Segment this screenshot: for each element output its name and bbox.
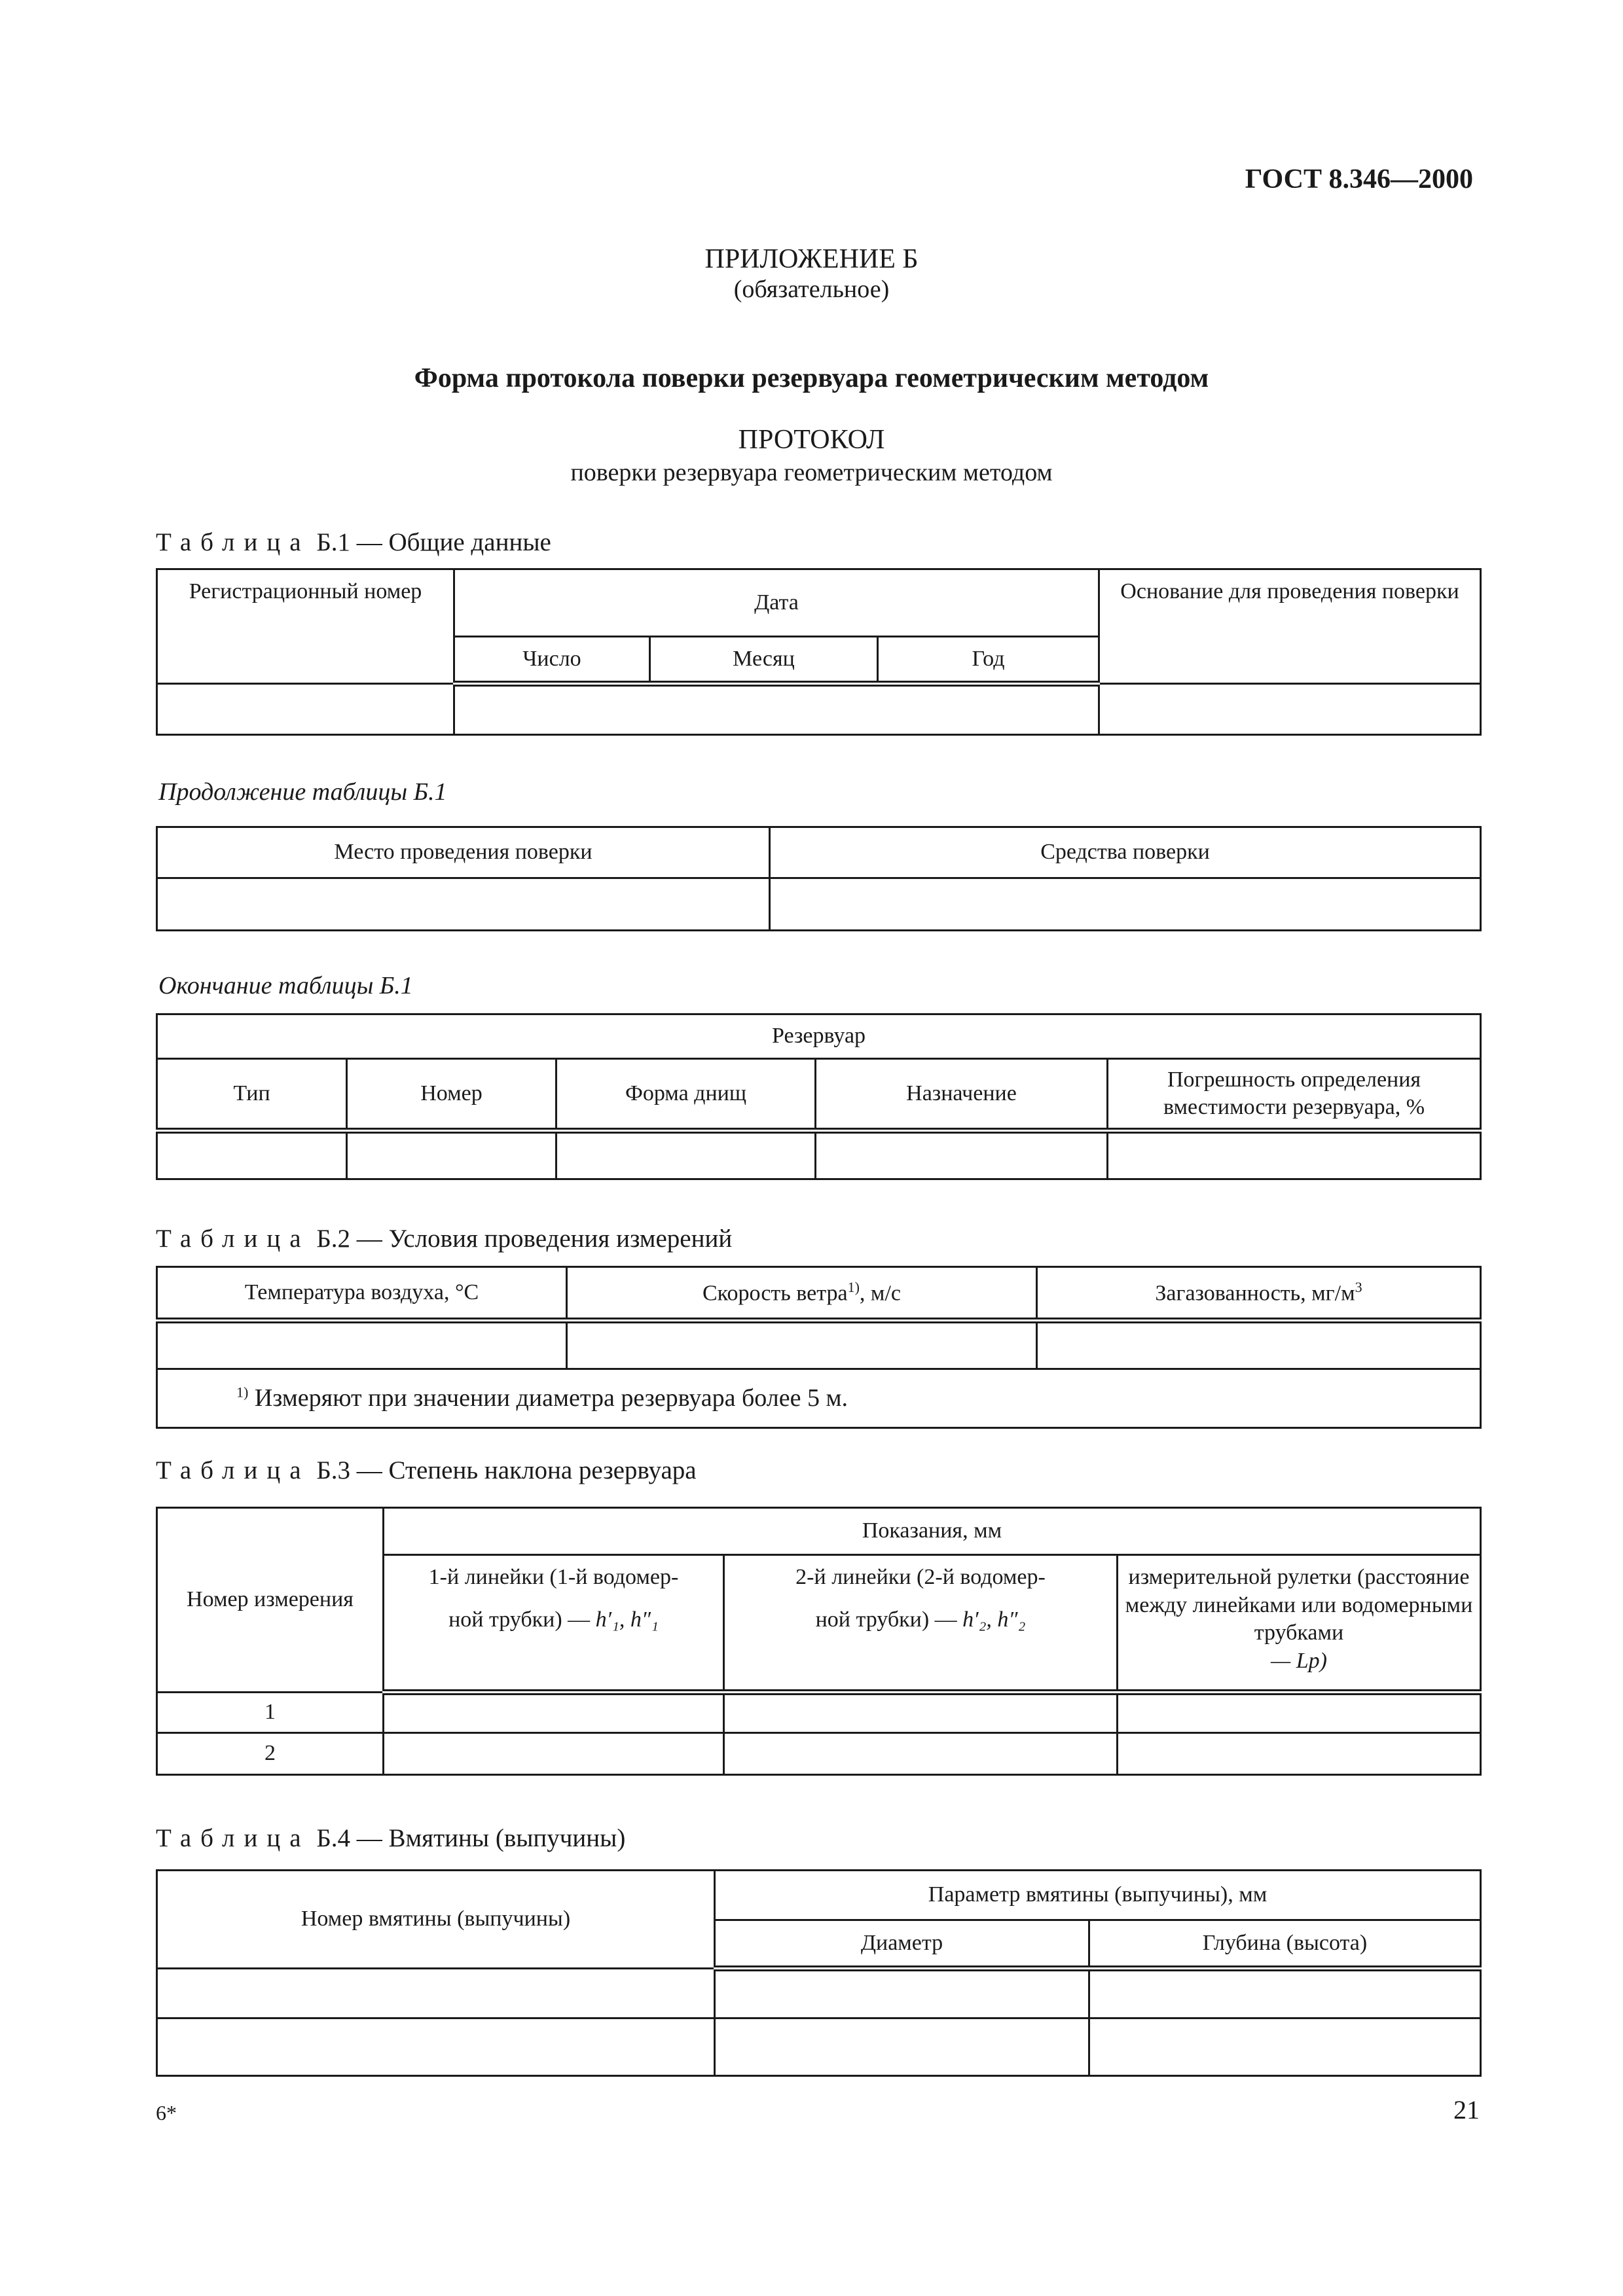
caption-text: Б.3 — Степень наклона резервуара bbox=[316, 1456, 697, 1484]
standard-number: ГОСТ 8.346—2000 bbox=[1245, 164, 1473, 194]
col-ruler-2 bbox=[724, 1555, 1118, 1693]
cell-empty bbox=[567, 1321, 1037, 1369]
col-place: Место проведения поверки bbox=[157, 827, 770, 878]
wind-unit: , м/с bbox=[859, 1280, 901, 1305]
cell-empty bbox=[715, 2018, 1089, 2076]
table-b1 bbox=[156, 568, 1482, 736]
col-basis: Основание для проведения поверки bbox=[1099, 569, 1481, 684]
table-b3-caption bbox=[156, 1456, 697, 1485]
col-wind-speed bbox=[567, 1267, 1037, 1321]
protocol-subtitle: поверки резервуара геометрическим методом bbox=[570, 459, 1053, 486]
cell-empty bbox=[157, 878, 770, 931]
caption-text: Б.2 — Условия проведения измерений bbox=[316, 1225, 733, 1253]
table-b2-footnote bbox=[157, 1369, 1481, 1428]
table-b2 bbox=[156, 1266, 1482, 1429]
cell-empty bbox=[454, 684, 1099, 735]
table-b1-cont-caption: Продолжение таблицы Б.1 bbox=[158, 778, 447, 806]
caption-word: Таблица bbox=[156, 1824, 310, 1852]
col-bottom-shape: Форма днищ bbox=[556, 1059, 816, 1131]
col-reg-number: Регистрационный номер bbox=[157, 569, 454, 684]
protocol-title: ПРОТОКОЛ bbox=[738, 425, 885, 455]
ruler-1-text: ной трубки) — bbox=[448, 1607, 591, 1632]
cell-empty bbox=[157, 1321, 567, 1369]
col-diameter: Диаметр bbox=[715, 1920, 1089, 1969]
col-number: Номер bbox=[347, 1059, 556, 1131]
caption-word: Таблица bbox=[156, 1456, 310, 1484]
appendix-title: ПРИЛОЖЕНИЕ Б bbox=[704, 244, 919, 274]
caption-text: Б.1 — Общие данные bbox=[316, 528, 551, 556]
ruler-2-symbol: h′₂, h″₂ bbox=[962, 1607, 1026, 1632]
col-air-temp: Температура воздуха, °С bbox=[157, 1267, 567, 1321]
page-number: 21 bbox=[1453, 2095, 1480, 2125]
footnote-text: Измеряют при значении диаметра резервуара более 5 м. bbox=[254, 1384, 848, 1412]
table-b4-caption bbox=[156, 1823, 625, 1853]
cell-empty bbox=[1037, 1321, 1481, 1369]
appendix-status: (обязательное) bbox=[733, 276, 890, 303]
wind-label: Скорость ветра bbox=[702, 1280, 848, 1305]
cell-empty bbox=[347, 1131, 556, 1179]
ruler-2-line-a: 2-й линейки (2-й водомер- bbox=[795, 1565, 1046, 1589]
gas-exponent: 3 bbox=[1355, 1278, 1362, 1295]
row-number: 2 bbox=[157, 1733, 384, 1775]
cell-empty bbox=[157, 1969, 715, 2018]
row-number: 1 bbox=[157, 1693, 384, 1733]
cell-empty bbox=[1099, 684, 1481, 735]
gas-label: Загазованность, мг/м bbox=[1155, 1280, 1355, 1305]
col-tape bbox=[1118, 1555, 1481, 1693]
caption-word: Таблица bbox=[156, 528, 310, 556]
cell-empty bbox=[724, 1693, 1118, 1733]
col-dent-param: Параметр вмятины (выпучины), мм bbox=[715, 1871, 1481, 1920]
col-depth: Глубина (высота) bbox=[1089, 1920, 1481, 1969]
table-b1-end-caption: Окончание таблицы Б.1 bbox=[158, 972, 413, 999]
cell-empty bbox=[384, 1693, 724, 1733]
cell-empty bbox=[1089, 2018, 1481, 2076]
cell-empty bbox=[1108, 1131, 1481, 1179]
col-day: Число bbox=[454, 637, 650, 684]
col-ruler-1 bbox=[384, 1555, 724, 1693]
footnote-mark: 1) bbox=[847, 1278, 860, 1295]
table-b3 bbox=[156, 1507, 1482, 1776]
col-error: Погрешность определения вместимости резервуара, % bbox=[1108, 1059, 1481, 1131]
caption-word: Таблица bbox=[156, 1225, 310, 1253]
cell-empty bbox=[1089, 1969, 1481, 2018]
col-type: Тип bbox=[157, 1059, 347, 1131]
cell-empty bbox=[770, 878, 1481, 931]
cell-empty bbox=[384, 1733, 724, 1775]
ruler-1-line-b bbox=[388, 1606, 719, 1634]
ruler-1-line-a: 1-й линейки (1-й водомер- bbox=[428, 1565, 679, 1589]
cell-empty bbox=[157, 1131, 347, 1179]
col-date: Дата bbox=[454, 569, 1099, 637]
cell-empty bbox=[724, 1733, 1118, 1775]
col-year: Год bbox=[878, 637, 1099, 684]
ruler-2-line-b bbox=[729, 1606, 1112, 1634]
ruler-1-symbol: h′₁, h″₁ bbox=[595, 1607, 659, 1632]
col-tank: Резервуар bbox=[157, 1014, 1481, 1059]
caption-text: Б.4 — Вмятины (выпучины) bbox=[316, 1824, 626, 1852]
tape-symbol: — Lр) bbox=[1271, 1648, 1327, 1673]
table-b4 bbox=[156, 1869, 1482, 2077]
footnote-mark: 1) bbox=[236, 1384, 249, 1401]
cell-empty bbox=[1118, 1733, 1481, 1775]
cell-empty bbox=[1118, 1693, 1481, 1733]
col-meas-number: Номер измерения bbox=[157, 1508, 384, 1693]
cell-empty bbox=[556, 1131, 816, 1179]
ruler-2-text: ной трубки) — bbox=[815, 1607, 957, 1632]
cell-empty bbox=[157, 2018, 715, 2076]
col-month: Месяц bbox=[650, 637, 878, 684]
form-title: Форма протокола поверки резервуара геометрическим методом bbox=[414, 363, 1209, 393]
tape-text: измерительной рулетки (расстояние между линейками или водомерными трубками bbox=[1125, 1565, 1473, 1645]
col-gas bbox=[1037, 1267, 1481, 1321]
col-dent-number: Номер вмятины (выпучины) bbox=[157, 1871, 715, 1969]
cell-empty bbox=[157, 684, 454, 735]
table-b2-caption bbox=[156, 1224, 732, 1253]
cell-empty bbox=[816, 1131, 1108, 1179]
col-readings: Показания, мм bbox=[384, 1508, 1481, 1555]
col-purpose: Назначение bbox=[816, 1059, 1108, 1131]
cell-empty bbox=[715, 1969, 1089, 2018]
table-b1-caption bbox=[156, 528, 551, 557]
table-b1-cont bbox=[156, 826, 1482, 931]
table-b1-end bbox=[156, 1013, 1482, 1180]
col-means: Средства поверки bbox=[770, 827, 1481, 878]
footer-mark: 6* bbox=[156, 2101, 177, 2125]
